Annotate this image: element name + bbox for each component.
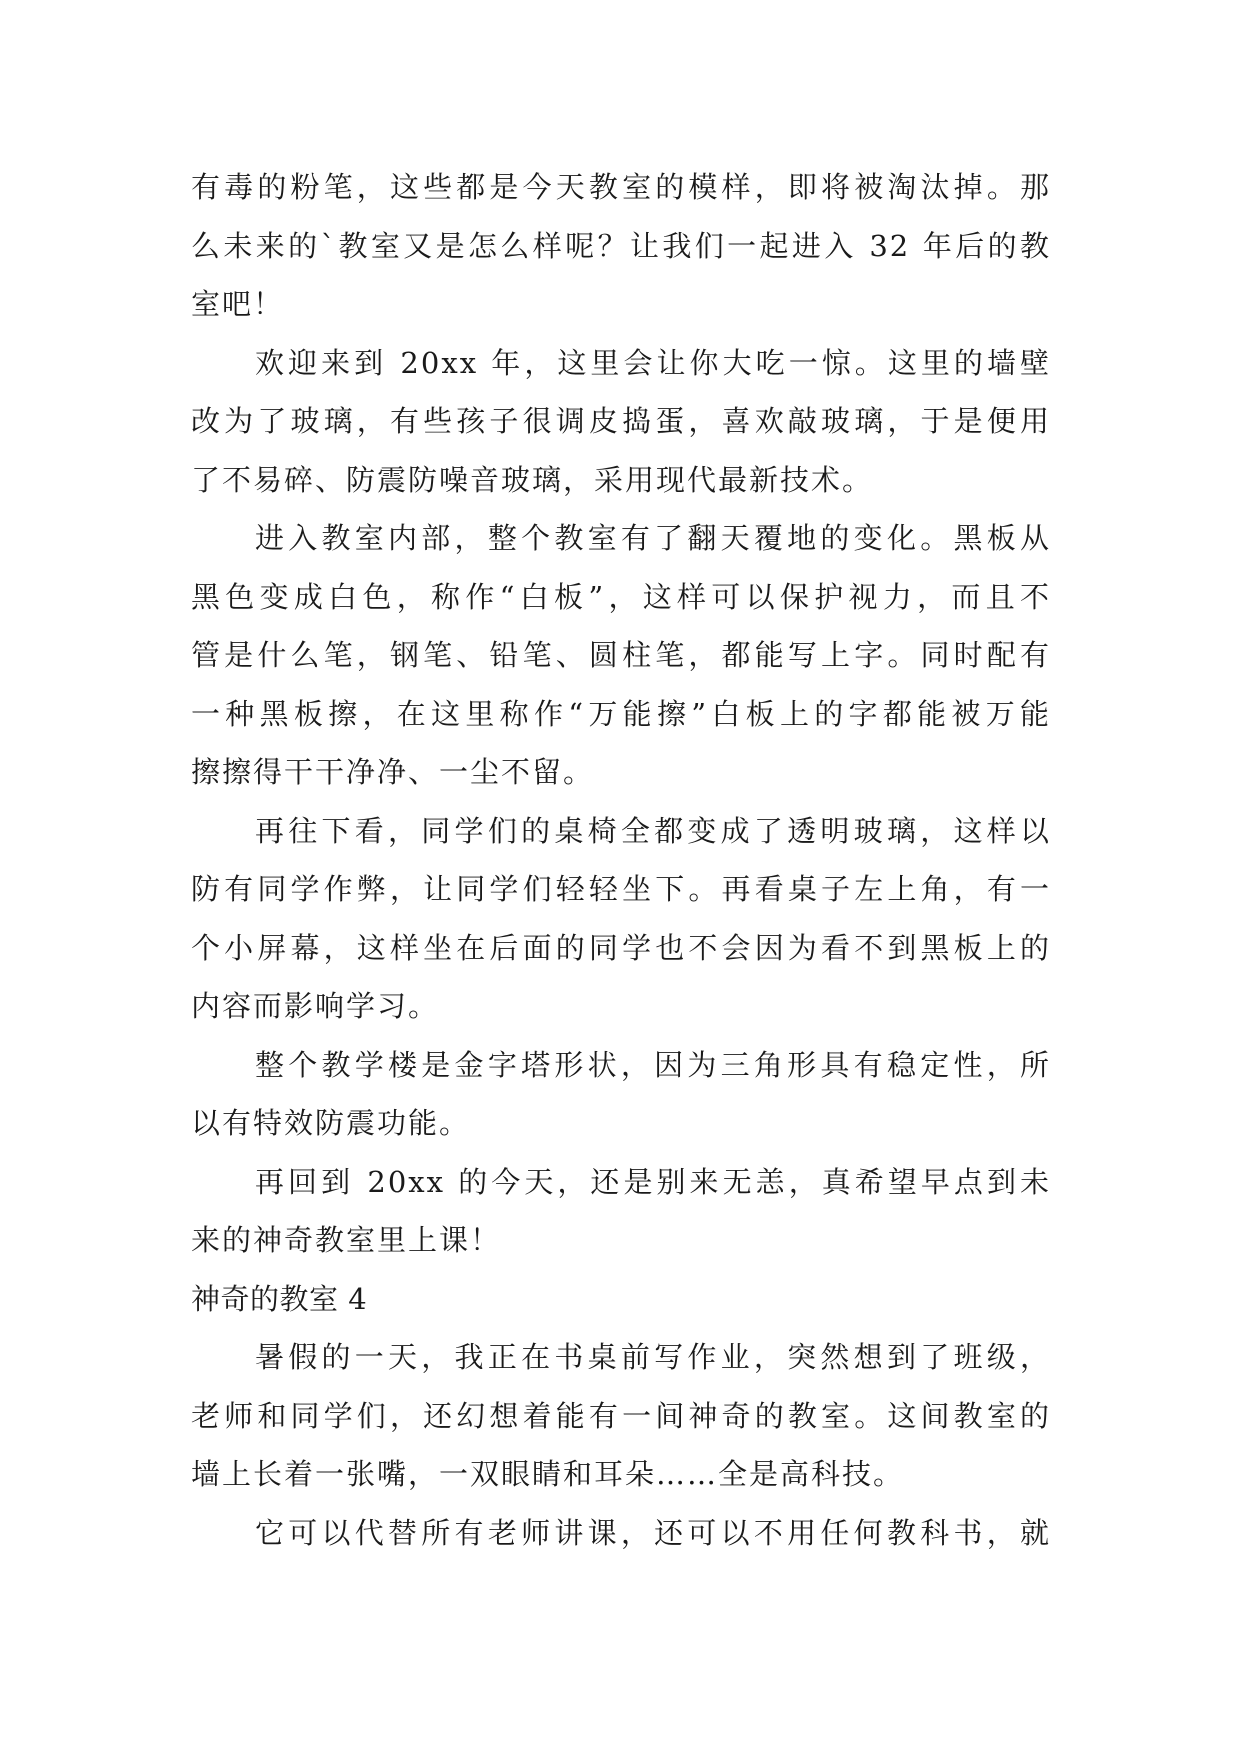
text-line: 个小屏幕，这样坐在后面的同学也不会因为看不到黑板上的 bbox=[191, 930, 1051, 965]
text-line: 来的神奇教室里上课！ bbox=[191, 1223, 502, 1257]
text-line: 黑色变成白色，称作“白板”，这样可以保护视力，而且不 bbox=[191, 579, 1051, 614]
text-line: 改为了玻璃，有些孩子很调皮捣蛋，喜欢敲玻璃，于是便用 bbox=[191, 404, 1051, 438]
text-line: 欢迎来到 20xx 年，这里会让你大吃一惊。这里的墙壁 bbox=[255, 345, 1051, 380]
text-line: 老师和同学们，还幻想着能有一间神奇的教室。这间教室的 bbox=[191, 1398, 1051, 1433]
text-line: 室吧！ bbox=[191, 287, 285, 321]
text-line: 有毒的粉笔，这些都是今天教室的模样，即将被淘汰掉。那 bbox=[191, 170, 1051, 204]
text-line: 墙上长着一张嘴，一双眼睛和耳朵……全是高科技。 bbox=[191, 1457, 905, 1491]
text-line: 它可以代替所有老师讲课，还可以不用任何教科书，就 bbox=[255, 1515, 1051, 1550]
text-line: 内容而影响学习。 bbox=[191, 989, 440, 1023]
text-line: 防有同学作弊，让同学们轻轻坐下。再看桌子左上角，有一 bbox=[191, 872, 1051, 906]
section-heading: 神奇的教室 4 bbox=[191, 1281, 368, 1316]
text-line: 整个教学楼是金字塔形状，因为三角形具有稳定性，所 bbox=[255, 1047, 1051, 1082]
text-line: 再往下看，同学们的桌椅全都变成了透明玻璃，这样以 bbox=[255, 813, 1051, 848]
text-line: 管是什么笔，钢笔、铅笔、圆柱笔，都能写上字。同时配有 bbox=[191, 638, 1051, 672]
document-body bbox=[191, 158, 1051, 1562]
text-line: 进入教室内部，整个教室有了翻天覆地的变化。黑板从 bbox=[255, 521, 1051, 555]
text-line: 暑假的一天，我正在书桌前写作业，突然想到了班级， bbox=[255, 1340, 1051, 1374]
text-line: 以有特效防震功能。 bbox=[191, 1106, 471, 1140]
text-line: 擦擦得干干净净、一尘不留。 bbox=[191, 755, 595, 789]
text-line: 再回到 20xx 的今天，还是别来无恙，真希望早点到未 bbox=[255, 1164, 1051, 1199]
text-line: 一种黑板擦，在这里称作“万能擦”白板上的字都能被万能 bbox=[191, 696, 1051, 731]
text-line: 么未来的`教室又是怎么样呢？让我们一起进入 32 年后的教 bbox=[191, 228, 1051, 263]
text-line: 了不易碎、防震防噪音玻璃，采用现代最新技术。 bbox=[191, 462, 874, 497]
